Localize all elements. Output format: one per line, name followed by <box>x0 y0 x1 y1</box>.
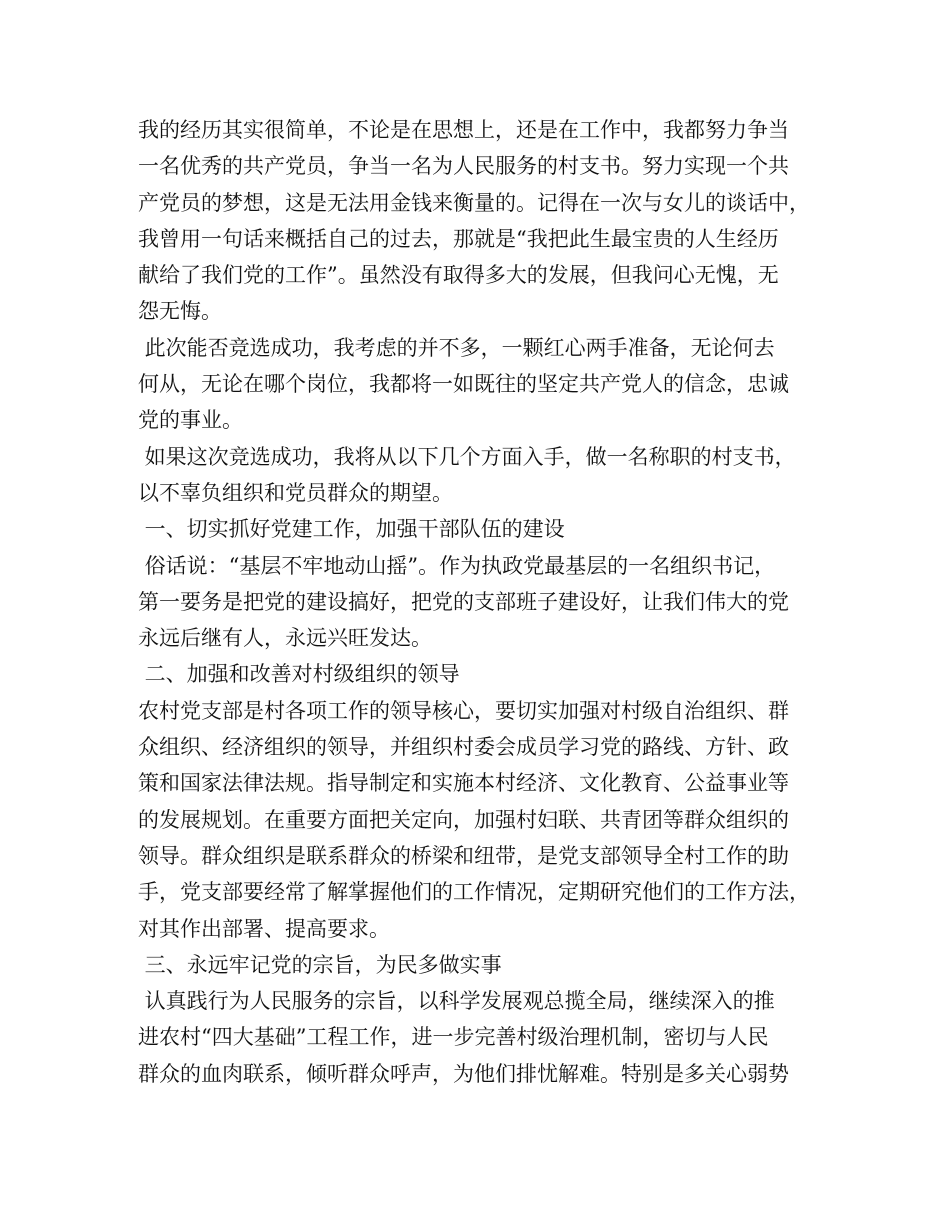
text-line: 群众的血肉联系，倾听群众呼声，为他们排忧解难。特别是多关心弱势 <box>138 1061 789 1086</box>
text-line: 献给了我们党的工作”。虽然没有取得多大的发展，但我问心无愧，无 <box>138 263 779 288</box>
section-heading: 二、加强和改善对村级组织的领导 <box>138 662 460 687</box>
text-line: 众组织、经济组织的领导，并组织村委会成员学习党的路线、方针、政 <box>138 735 789 760</box>
text-line: 认真践行为人民服务的宗旨，以科学发展观总揽全局，继续深入的推 <box>138 989 775 1014</box>
section-heading: 三、永远牢记党的宗旨，为民多做实事 <box>138 952 502 977</box>
text-line: 对其作出部署、提高要求。 <box>138 916 390 941</box>
text-line: 俗话说：“基层不牢地动山摇”。作为执政党最基层的一名组织书记， <box>138 553 776 578</box>
text-line: 进农村“四大基础”工程工作，进一步完善村级治理机制，密切与人民 <box>138 1025 769 1050</box>
document-body <box>138 112 828 1092</box>
text-line: 第一要务是把党的建设搞好，把党的支部班子建设好，让我们伟大的党 <box>138 589 789 614</box>
text-line: 怨无悔。 <box>138 299 222 324</box>
text-line: 的发展规划。在重要方面把关定向，加强村妇联、共青团等群众组织的 <box>138 807 789 832</box>
text-line: 我曾用一句话来概括自己的过去，那就是“我把此生最宝贵的人生经历 <box>138 226 779 251</box>
text-line: 策和国家法律法规。指导制定和实施本村经济、文化教育、公益事业等 <box>138 771 789 796</box>
text-line: 如果这次竞选成功，我将从以下几个方面入手，做一名称职的村支书， <box>138 444 796 469</box>
text-line: 产党员的梦想，这是无法用金钱来衡量的。记得在一次与女儿的谈话中， <box>138 190 810 215</box>
text-line: 何从，无论在哪个岗位，我都将一如既往的坚定共产党人的信念，忠诚 <box>138 372 789 397</box>
text-line: 以不辜负组织和党员群众的期望。 <box>138 480 453 505</box>
text-line: 手，党支部要经常了解掌握他们的工作情况，定期研究他们的工作方法， <box>138 880 810 905</box>
text-line: 农村党支部是村各项工作的领导核心，要切实加强对村级自治组织、群 <box>138 698 789 723</box>
text-line: 党的事业。 <box>138 408 243 433</box>
text-line: 永远后继有人，永远兴旺发达。 <box>138 626 432 651</box>
text-line: 此次能否竞选成功，我考虑的并不多，一颗红心两手准备，无论何去 <box>138 335 775 360</box>
text-line: 领导。群众组织是联系群众的桥梁和纽带，是党支部领导全村工作的助 <box>138 843 789 868</box>
text-line: 我的经历其实很简单，不论是在思想上，还是在工作中，我都努力争当 <box>138 118 789 142</box>
section-heading: 一、切实抓好党建工作，加强干部队伍的建设 <box>138 517 565 542</box>
text-line: 一名优秀的共产党员，争当一名为人民服务的村支书。努力实现一个共 <box>138 154 789 179</box>
